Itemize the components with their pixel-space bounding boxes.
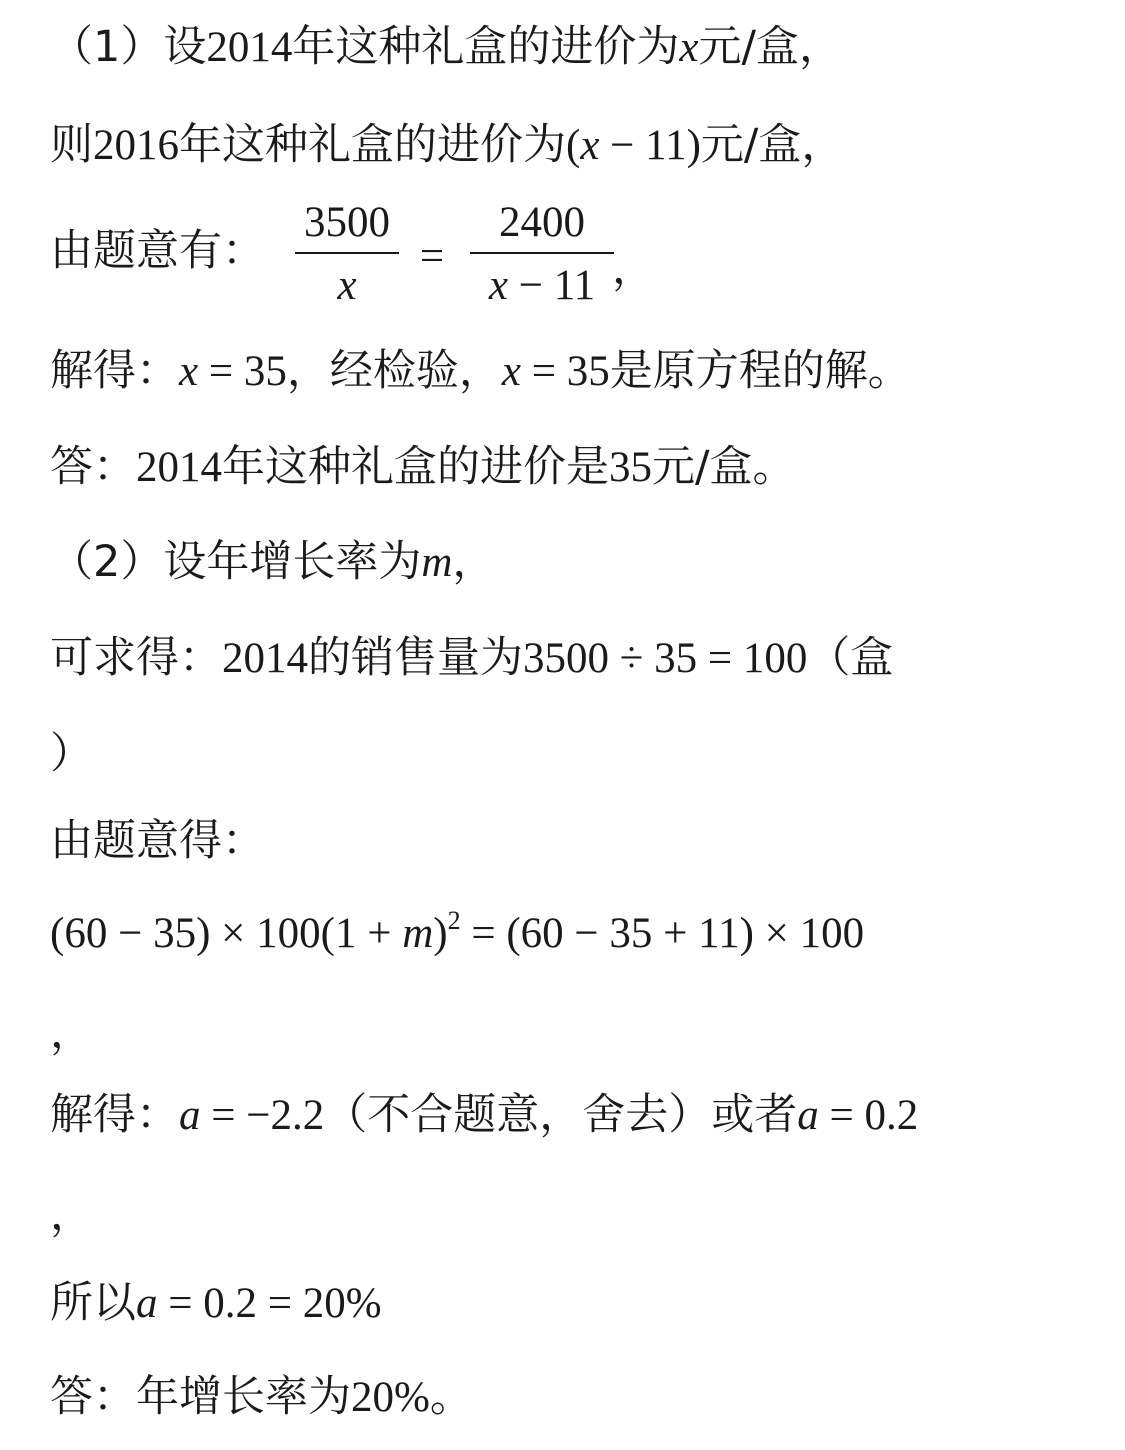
math-expr: = 35	[198, 348, 287, 395]
math-expr: − 11)	[599, 122, 701, 169]
part1-line1	[50, 22, 842, 72]
numerator: 2400	[499, 199, 585, 246]
text: ，	[612, 244, 655, 294]
part1-line2	[50, 120, 845, 170]
text: ，经检验，	[286, 346, 502, 396]
part1-answer	[50, 442, 796, 492]
text: ，	[50, 1190, 93, 1240]
denominator-rest: − 11	[507, 262, 596, 309]
text: 是原方程的解。	[609, 346, 911, 396]
part2-line1	[50, 537, 496, 587]
text: 元/盒，	[700, 120, 845, 170]
part2-line6	[50, 1008, 93, 1058]
math-expr: = (60 − 35 + 11) × 100	[460, 910, 865, 957]
year-2016: 2016	[93, 122, 179, 169]
part2-line2	[50, 633, 894, 683]
text: 答：	[50, 442, 136, 492]
text: 年这种礼盒的进价为	[179, 120, 566, 170]
var-a: a	[136, 1280, 158, 1327]
math-expr: )	[433, 910, 448, 957]
year-2014: 2014	[136, 444, 222, 491]
part2-line3	[50, 729, 93, 779]
var-x: x	[580, 122, 600, 169]
part1-line3-label	[50, 226, 265, 276]
year-2014: 2014	[222, 635, 308, 682]
var-a: a	[797, 1092, 819, 1139]
text: 由题意有：	[50, 226, 265, 276]
text: 答：年增长率为	[50, 1372, 351, 1422]
text: ，	[452, 537, 496, 587]
math-expr: = −2.2	[200, 1092, 325, 1139]
math-expr: = 0.2	[818, 1092, 919, 1139]
text: 。	[429, 1372, 473, 1422]
text: 则	[50, 120, 93, 170]
year-2014: 2014	[206, 24, 293, 71]
text: （不合题意，舍去）或者	[324, 1090, 798, 1140]
equals: =	[419, 233, 445, 280]
text: ）	[50, 729, 93, 779]
fraction-left	[295, 201, 399, 307]
part1-line4	[50, 346, 911, 396]
denominator: x	[337, 262, 357, 309]
var-m: m	[421, 539, 453, 586]
part2-line4	[50, 816, 265, 866]
math-expr: (60 − 35) × 100(1 +	[50, 910, 403, 957]
math-expr: = 0.2 = 20%	[157, 1280, 382, 1327]
var-x: x	[179, 348, 199, 395]
var-m: m	[402, 910, 434, 957]
text: 年这种礼盒的进价为	[292, 22, 680, 72]
text: 元/盒。	[652, 442, 796, 492]
var-x: x	[679, 24, 699, 71]
text: 由题意得：	[50, 816, 265, 866]
text: （2）设年增长率为	[50, 537, 422, 587]
text: （盒	[807, 633, 894, 683]
numerator: 3500	[304, 199, 390, 246]
var-x: x	[488, 262, 508, 309]
part2-equation	[50, 906, 865, 957]
text: 所以	[50, 1278, 136, 1328]
value-35: 35	[609, 444, 652, 491]
part2-answer	[50, 1372, 473, 1422]
var-a: a	[179, 1092, 201, 1139]
equals-sign	[412, 232, 452, 281]
fraction-bar	[470, 252, 614, 254]
text: 年这种礼盒的进价是	[222, 442, 609, 492]
math-expr: = 35	[520, 348, 610, 395]
exponent: 2	[447, 906, 461, 935]
math-expr: 3500 ÷ 35 = 100	[523, 635, 808, 682]
text: （1）设	[50, 22, 207, 72]
text: 解得：	[50, 346, 179, 396]
part2-line8	[50, 1190, 93, 1240]
var-x: x	[501, 348, 521, 395]
part2-line9	[50, 1278, 382, 1328]
fraction-bar	[295, 252, 399, 254]
fraction-comma	[612, 244, 655, 294]
part2-line7	[50, 1090, 919, 1140]
text: 可求得：	[50, 633, 222, 683]
value-20pct: 20%	[351, 1374, 430, 1421]
text: 的销售量为	[308, 633, 523, 683]
text: 解得：	[50, 1090, 179, 1140]
text: ，	[50, 1008, 93, 1058]
paren: (	[566, 122, 581, 169]
fraction-right	[470, 201, 614, 307]
text: 元/盒，	[698, 22, 842, 72]
